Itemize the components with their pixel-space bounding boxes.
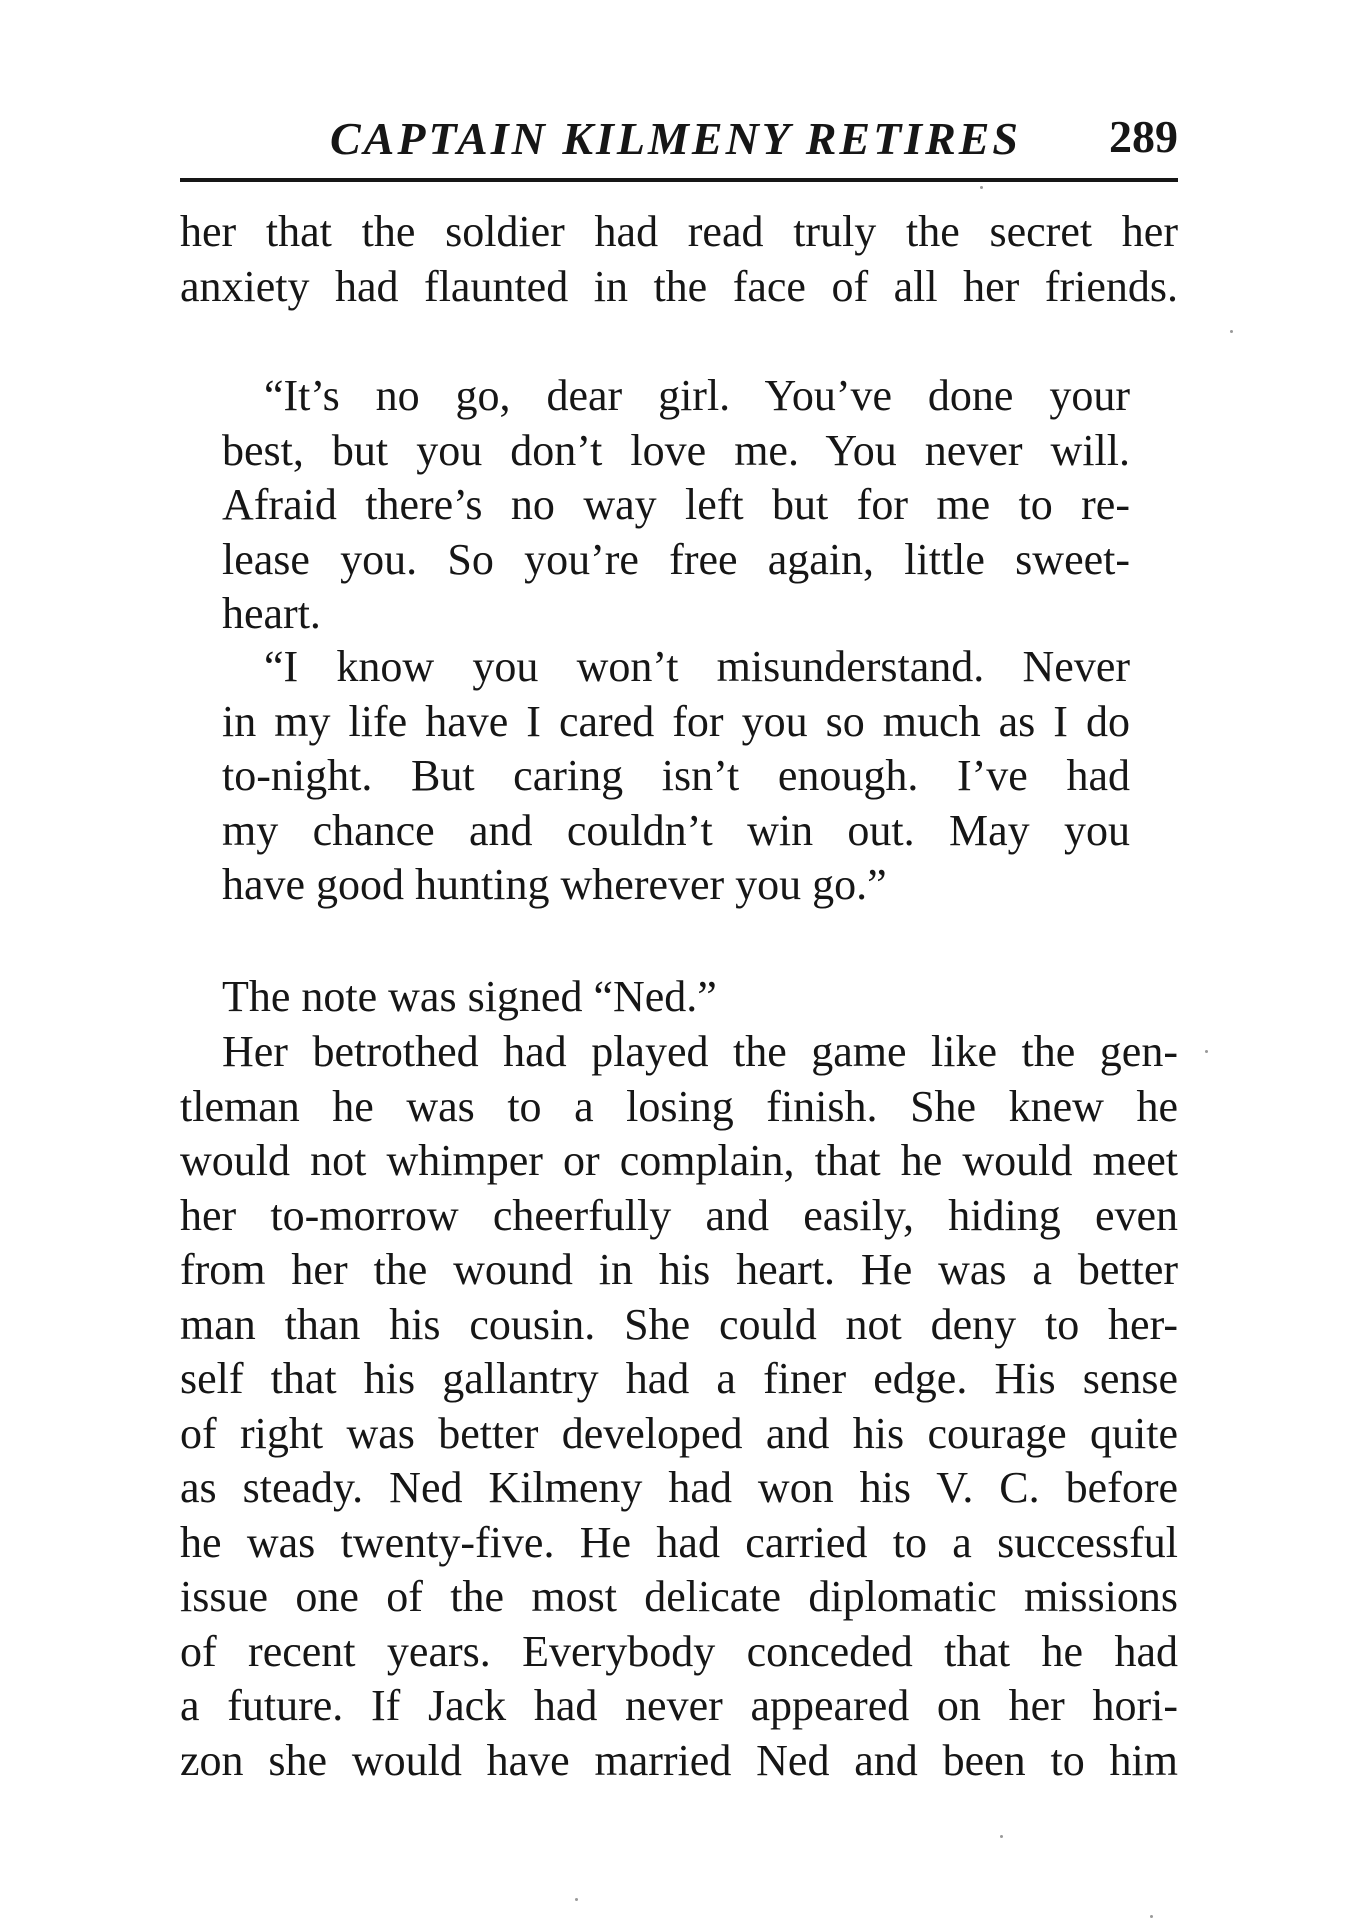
- text-line: her that the soldier had read truly the secret her: [180, 207, 1178, 256]
- paper-speck: [1205, 1050, 1208, 1053]
- text-line: to-night. But caring isn’t enough. I’ve had: [222, 751, 1130, 800]
- text-line: tleman he was to a losing finish. She knew he: [180, 1081, 1178, 1131]
- page-number: 289: [1109, 111, 1178, 162]
- text-line: “I know you won’t misunderstand. Never: [264, 642, 1130, 691]
- text-line: zon she would have married Ned and been to him: [180, 1735, 1178, 1785]
- paper-speck: [1150, 1915, 1153, 1918]
- paper-speck: [1230, 330, 1233, 333]
- text-line: a future. If Jack had never appeared on her hori-: [180, 1681, 1178, 1730]
- text-line: anxiety had flaunted in the face of all her friends.: [180, 261, 1178, 311]
- text-line: have good hunting wherever you go.”: [222, 860, 887, 909]
- text-line: lease you. So you’re free again, little sweet-: [222, 534, 1130, 584]
- text-line: man than his cousin. She could not deny to her-: [180, 1299, 1178, 1349]
- text-line: best, but you don’t love me. You never will.: [222, 425, 1130, 475]
- paragraph-3: [180, 1025, 1178, 1788]
- text-line: self that his gallantry had a finer edge. His sense: [180, 1354, 1178, 1403]
- text-line: The note was signed “Ned.”: [222, 972, 717, 1021]
- text-line: as steady. Ned Kilmeny had won his V. C. before: [180, 1463, 1178, 1512]
- text-line: of right was better developed and his courage quite: [180, 1408, 1178, 1458]
- paper-speck: [575, 1898, 578, 1901]
- letter-paragraph-1: [222, 369, 1130, 642]
- running-head: [180, 108, 1178, 182]
- paper-speck: [980, 186, 983, 189]
- text-line: her to-morrow cheerfully and easily, hiding even: [180, 1190, 1178, 1240]
- text-line: in my life have I cared for you so much as I do: [222, 696, 1130, 746]
- letter-paragraph-2: [222, 640, 1130, 913]
- text-line: he was twenty-five. He had carried to a successful: [180, 1517, 1178, 1567]
- text-line: from her the wound in his heart. He was a better: [180, 1245, 1178, 1294]
- text-line: “It’s no go, dear girl. You’ve done your: [264, 371, 1130, 420]
- paragraph-2: [180, 970, 1178, 1025]
- text-line: my chance and couldn’t win out. May you: [222, 805, 1130, 855]
- text-line: Afraid there’s no way left but for me to re-: [222, 480, 1130, 529]
- text-line: heart.: [222, 589, 321, 638]
- text-line: Her betrothed had played the game like the gen-: [222, 1027, 1178, 1076]
- paragraph-1: [180, 205, 1178, 314]
- chapter-title: CAPTAIN KILMENY RETIRES: [330, 113, 1022, 164]
- paper-speck: [1000, 1835, 1003, 1838]
- text-line: would not whimper or complain, that he would meet: [180, 1136, 1178, 1185]
- text-line: of recent years. Everybody conceded that he had: [180, 1626, 1178, 1676]
- text-line: issue one of the most delicate diplomatic missions: [180, 1572, 1178, 1621]
